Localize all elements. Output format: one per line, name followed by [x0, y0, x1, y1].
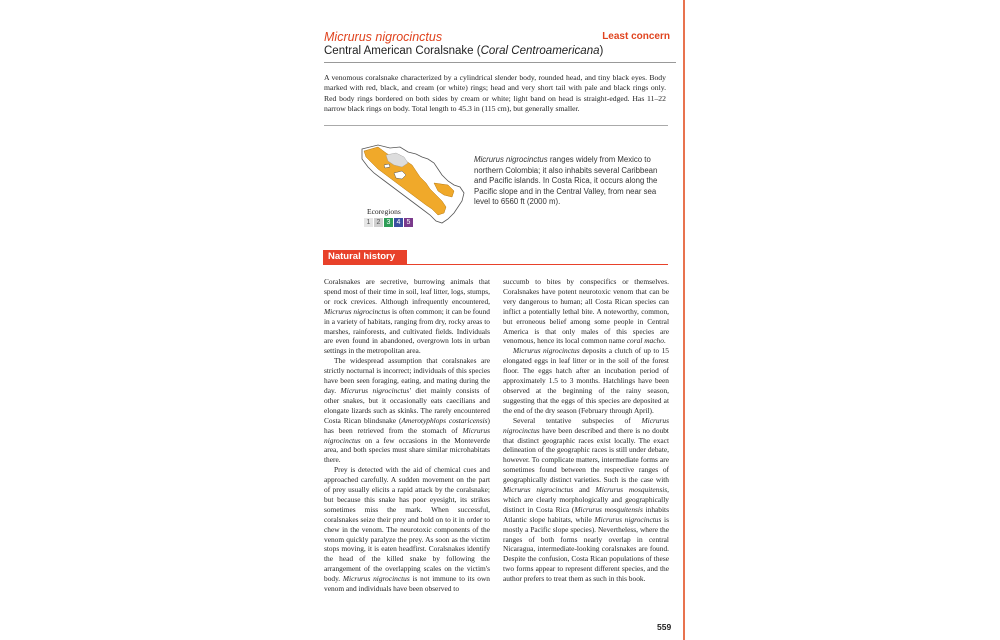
body-text: inhabits Atlantic slope habitats, while [503, 504, 669, 524]
body-paragraph [324, 356, 490, 465]
common-name-es: Coral Centroamericana [480, 45, 600, 57]
species-name-italic: Micrurus nigrocinctus [324, 425, 490, 445]
species-header [324, 30, 676, 59]
body-text: The widespread assumption that coralsnakes are strictly nocturnal is incorrect; individuals of this species have been seen foraging, eating, and mating during the day. [324, 356, 490, 395]
common-name: Central American Coralsnake (Coral Centroamericana) [324, 45, 604, 57]
ecoregion-4: 4 [394, 218, 403, 227]
text-column-right [503, 277, 669, 584]
map-caption-species: Micrurus nigrocinctus [474, 155, 548, 164]
species-name-italic: Micrurus nigrocinctus [503, 415, 669, 435]
body-text: Coralsnakes are secretive, burrowing animals that spend most of their time in soil, leaf litter, logs, stumps, or rock crevices. Although infrequently encountered, [324, 277, 490, 306]
body-paragraph [324, 465, 490, 594]
body-text: deposits a clutch of up to 15 elongated eggs in leaf litter or in the soil of the forest floor. The eggs hatch after an incubation period of approximately 1.5 to 3 months. Hatchlings have been observed at the beginning of the rainy season, suggesting that the eggs of this species are deposited at the end of the dry season (February through April). [503, 346, 669, 415]
ecoregion-3: 3 [384, 218, 393, 227]
scientific-name: Micrurus nigrocinctus [324, 30, 443, 44]
species-name-italic: Micrurus nigrocinctus [594, 514, 662, 524]
species-description: A venomous coralsnake characterized by a cylindrical slender body, rounded head, and tiny black eyes. Body marked with red, black, and cream (or white) rings; head and very short tail with pale and black rings only. Red body rings bordered on both sides by cream or white; light band on head is straight-edged. Has 11–22 narrow black rings on body. Total length to 45.3 in (115 cm), but generally smaller. [324, 73, 666, 114]
species-name-italic: coral macho [626, 336, 664, 346]
ecoregion-5: 5 [404, 218, 413, 227]
lake-managua [384, 164, 390, 168]
species-name-italic: Micrurus mosquitensis [574, 504, 643, 514]
page-edge-line [683, 0, 685, 640]
species-name-italic: Micrurus nigrocinctus [513, 346, 580, 356]
common-name-en: Central American Coralsnake [324, 45, 474, 57]
body-paragraph [503, 346, 669, 415]
species-name-italic: Micrurus nigrocinctus' [340, 385, 411, 395]
body-paragraph [503, 416, 669, 584]
text-column-left [324, 277, 490, 594]
body-text: diet mainly consists of other snakes, but it occasionally eats caecilians and elongate lizards such as skinks. The rarely encountered Costa Rican blindsnake ( [324, 385, 491, 425]
body-text: on a few occasions in the Monteverde area, and both species must share similar microhabitats there. [324, 435, 490, 465]
ecoregions-legend [364, 218, 414, 227]
conservation-status: Least concern [602, 31, 670, 42]
body-text: have been described and there is no doubt that distinct geographic races exist locally. The exact delineation of the geographic races is still under debate, however. To complicate matters, intermediate forms are sometimes found between the respective ranges of geographically distinct varieties. Such is the case with [503, 425, 669, 485]
species-name-italic: Micrurus mosquitensis [595, 485, 668, 495]
ecoregion-1: 1 [364, 218, 373, 227]
body-text: is not immune to its own venom and individuals have been observed to [324, 574, 490, 594]
body-text: Several tentative subspecies of [513, 415, 642, 425]
header-divider [324, 62, 676, 63]
body-text: and [573, 485, 596, 495]
ecoregions-label: Ecoregions [367, 207, 401, 216]
body-text: , which are clearly morphologically and geographically distinct in Costa Rica ( [503, 485, 669, 514]
body-text: Prey is detected with the aid of chemical cues and approached carefully. A sudden movement on the part of prey usually elicits a rapid attack by the coralsnake; but because this snake has poor eyesight, its strikes sometimes miss the mark. When successful, coralsnakes seize their prey and hold on to it in order to chew in the venom. The neurotoxic components of the venom quickly paralyze the prey. As soon as the victim stops moving, it is eaten headfirst. Coralsnakes identify the head of the killed snake by following the arrangement of the overlapping scales on the victim's body. [324, 465, 490, 584]
description-divider [324, 125, 668, 126]
body-text: . [663, 336, 666, 346]
natural-history-divider [323, 264, 668, 265]
body-text: ) has been retrieved from the stomach of [324, 415, 490, 435]
body-paragraph [503, 277, 669, 346]
species-name-italic: Amerotyphlops costaricensis [401, 415, 488, 425]
body-paragraph [324, 277, 490, 356]
map-caption-text: ranges widely from Mexico to northern Colombia; it also inhabits several Caribbean and Pacific islands. In Costa Rica, it occurs along the Pacific slope and in the Central Valley, from near sea level to 6560 ft (2000 m). [474, 155, 658, 207]
body-text: is mostly a Pacific slope species). Nevertheless, where the ranges of both forms nearly overlap in central Nicaragua, intermediate-looking coralsnakes are found. Despite the confusion, Costa Rican populations of these two forms appear to represent different species, and the author prefers to treat them as such in this book. [503, 514, 669, 584]
species-name-italic: Micrurus nigrocinctus [342, 574, 410, 584]
species-name-italic: Micrurus nigrocinctus [324, 306, 391, 316]
body-text: is often common; it can be found in a variety of habitats, ranging from dry, rocky areas to marshes, rainforests, and cultivated fields. Individuals are even found in abandoned, overgrown lots in urban settings in the metropolitan area. [324, 306, 490, 356]
page-number: 559 [657, 622, 672, 632]
map-caption [474, 155, 662, 208]
natural-history-heading: Natural history [323, 250, 407, 264]
species-name-italic: Micrurus nigrocinctus [503, 485, 574, 495]
body-text: succumb to bites by conspecifics or themselves. Coralsnakes have potent neurotoxic venom that can be very dangerous to human; all Costa Rican species can inflict a potentially lethal bite. A noteworthy, common, but erroneous belief among some people in Central America is that only males of this species are venomous, hence its local common name [503, 277, 669, 346]
ecoregion-2: 2 [374, 218, 383, 227]
